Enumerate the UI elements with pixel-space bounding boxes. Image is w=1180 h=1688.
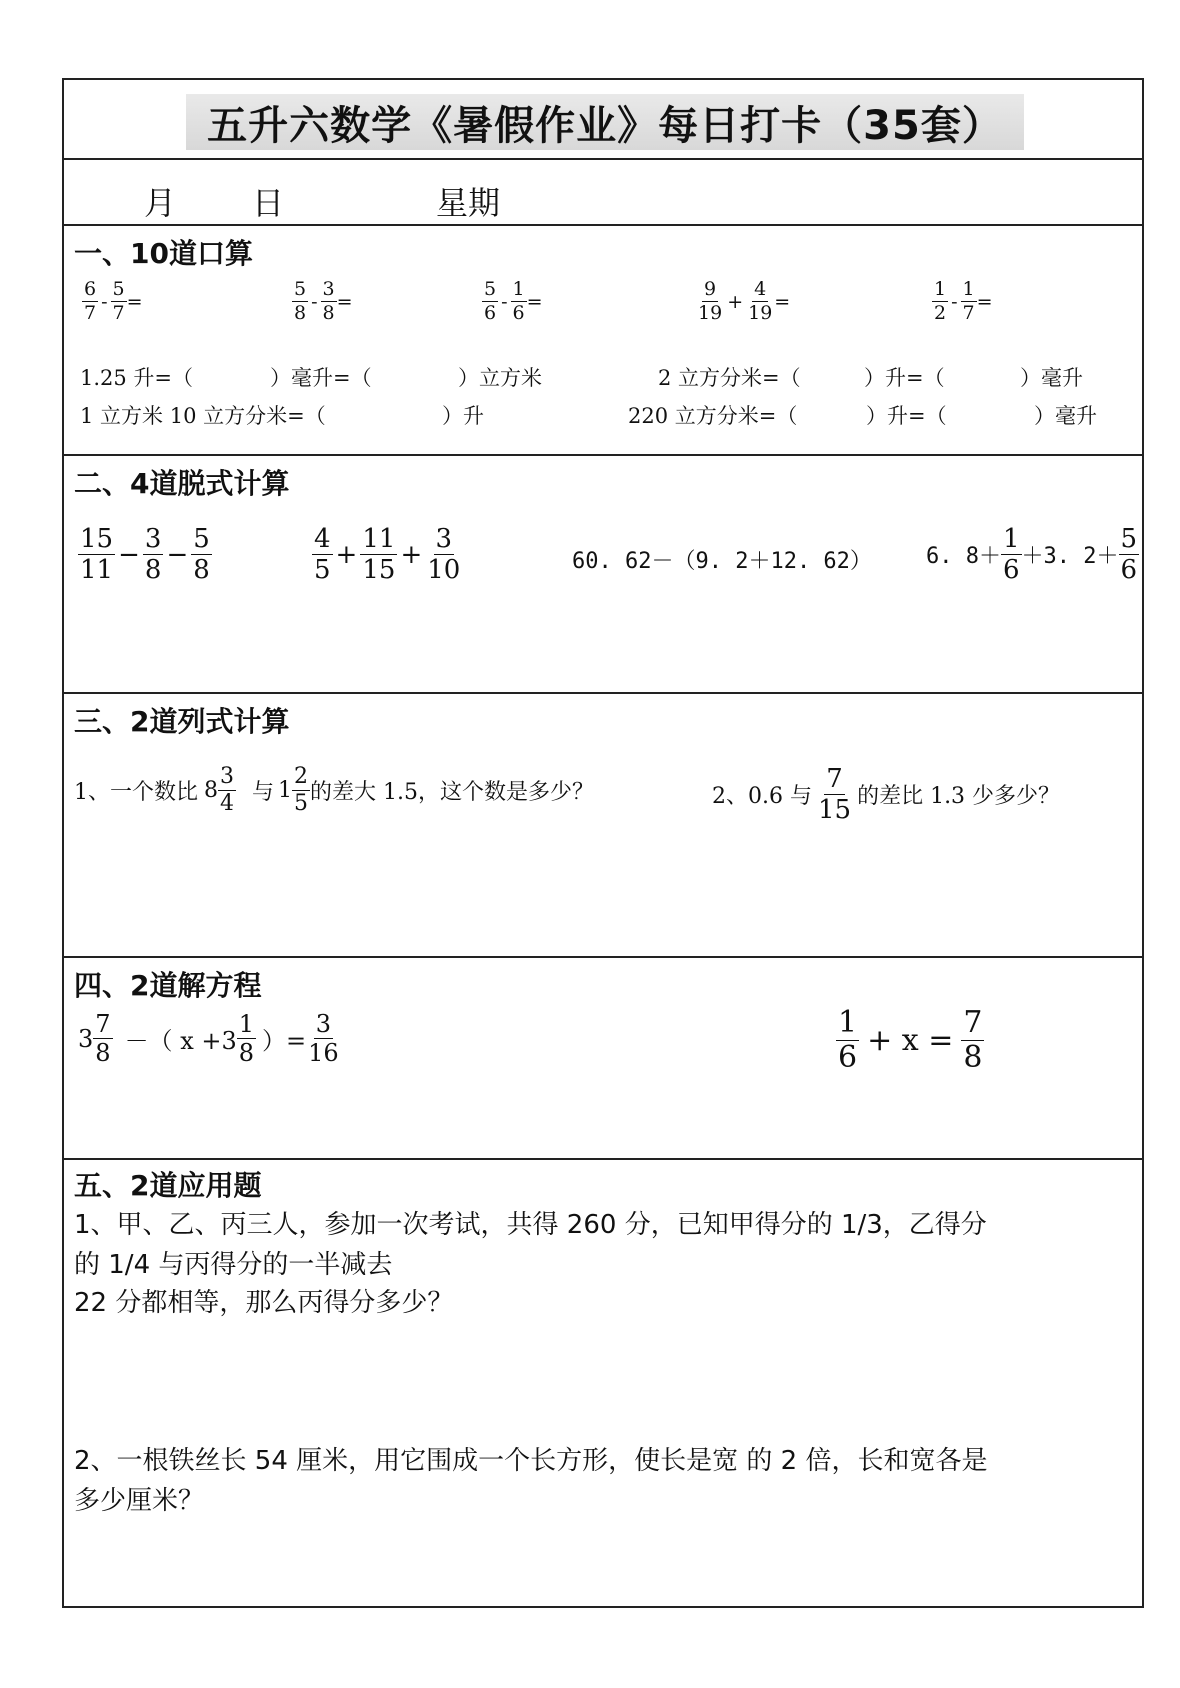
page-title: 五升六数学《暑假作业》每日打卡（35套） [186, 94, 1024, 150]
date-row [64, 160, 1142, 226]
word-formula-2: 2、0.6 与 $\frac{7}{15}$ 的差比 1.3 少多少？ [712, 764, 1061, 825]
word-problem-1-line3: 22 分都相等，那么丙得分多少？ [74, 1288, 454, 1318]
section-word-problems [64, 1160, 1142, 1608]
section-mental-arithmetic [64, 226, 1142, 456]
title-row [64, 80, 1142, 160]
conversion-1a: 1.25 升=（ [80, 366, 194, 390]
section-formula-calculation [64, 694, 1142, 958]
conversion-4b: ）升=（ [866, 404, 947, 428]
step-calc-3: 60. 62－（9. 2＋12. 62） [572, 549, 872, 574]
worksheet [62, 78, 1144, 1608]
section1-title: 一、10道口算 [74, 237, 253, 270]
mental-fraction-3: $\frac{5}{6}$ - $\frac{1}{6}$ = [484, 278, 543, 324]
equation-2: $\frac{1}{6}$ + x = $\frac{7}{8}$ [838, 1005, 983, 1075]
section5-title: 五、2道应用题 [74, 1169, 262, 1202]
day-label: 日 [252, 184, 285, 222]
step-calc-4: 6. 8＋ $\frac{1}{6}$ ＋3. 2＋ $\frac{5}{6}$ [926, 524, 1138, 585]
conversion-2b: ）升=（ [864, 366, 945, 390]
conversion-4c: ）毫升 [1034, 404, 1097, 428]
conversion-2a: 2 立方分米=（ [658, 366, 801, 390]
conversion-4a: 220 立方分米=（ [628, 404, 798, 428]
section-equations [64, 958, 1142, 1160]
mental-fraction-1: $\frac{6}{7}$ - $\frac{5}{7}$ = [84, 278, 143, 324]
mental-fraction-4: $\frac{9}{19}$ + $\frac{4}{19}$ = [698, 278, 791, 324]
conversion-3b: ）升 [442, 404, 484, 428]
section-step-calculation [64, 456, 1142, 694]
word-problem-1-line1: 1、甲、乙、丙三人，参加一次考试，共得 260 分，已知甲得分的 1/3，乙得分 [74, 1210, 987, 1240]
conversion-3a: 1 立方米 10 立方分米=（ [80, 404, 326, 428]
section4-title: 四、2道解方程 [74, 969, 262, 1002]
section2-title: 二、4道脱式计算 [74, 467, 290, 500]
conversion-2c: ）毫升 [1020, 366, 1083, 390]
mental-fraction-2: $\frac{5}{8}$ - $\frac{3}{8}$ = [294, 278, 353, 324]
word-formula-1: 1、一个数比 8 $\frac{3}{4}$ 与 1 $\frac{2}{5}$ 的差大 1.5，这个数是多少？ [74, 764, 594, 816]
word-problem-2-line2: 多少厘米？ [74, 1486, 205, 1516]
word-problem-1-line2: 的 1/4 与丙得分的一半减去 [74, 1250, 393, 1280]
section3-title: 三、2道列式计算 [74, 705, 290, 738]
step-calc-2: $\frac{4}{5}$ + $\frac{11}{15}$ + $\frac{3}{10}$ [314, 524, 461, 585]
weekday-label: 星期 [436, 184, 501, 222]
conversion-1c: ）立方米 [458, 366, 542, 390]
month-label: 月 [144, 184, 177, 222]
word-problem-2-line1: 2、一根铁丝长 54 厘米，用它围成一个长方形，使长是宽 的 2 倍，长和宽各是 [74, 1446, 988, 1476]
step-calc-1: $\frac{15}{11}$ − $\frac{3}{8}$ − $\frac{5}{8}$ [80, 524, 210, 585]
equation-1: 3 $\frac{7}{8}$ －（ x +3 $\frac{1}{8}$ ）= $\frac{3}{16}$ [78, 1010, 339, 1067]
conversion-1b: ）毫升=（ [270, 366, 372, 390]
mental-fraction-5: $\frac{1}{2}$ - $\frac{1}{7}$ = [934, 278, 993, 324]
